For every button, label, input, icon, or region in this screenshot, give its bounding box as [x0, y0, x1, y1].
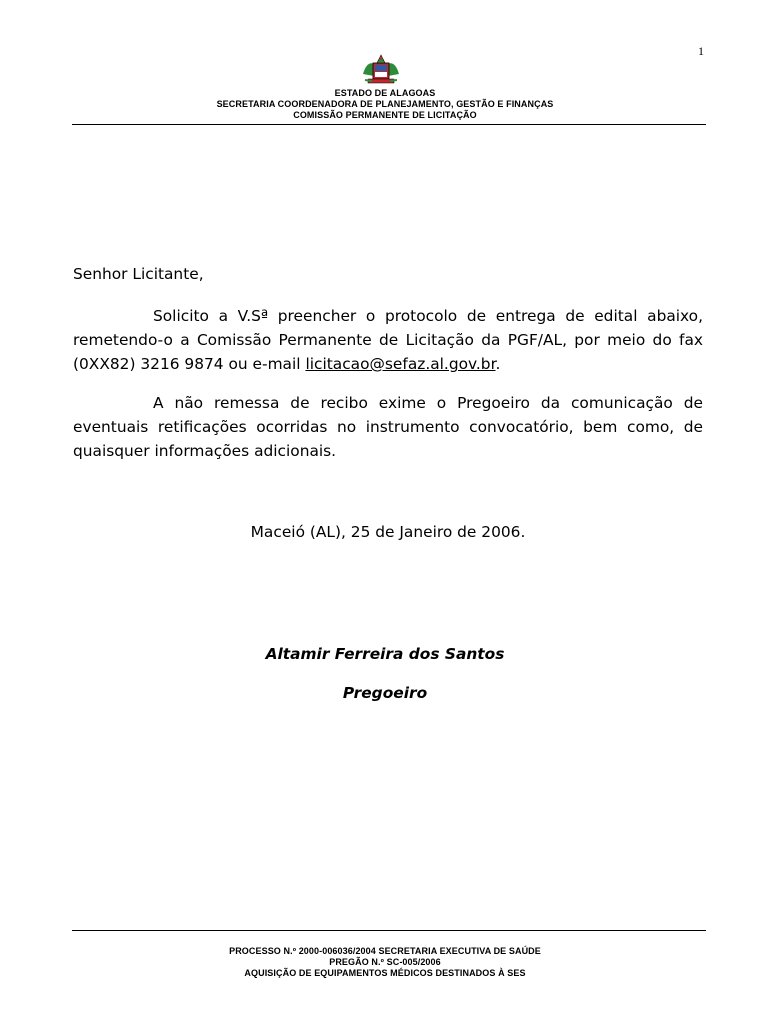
date-line: Maceió (AL), 25 de Janeiro de 2006.: [250, 523, 526, 541]
page-number: 1: [698, 44, 704, 58]
header-state: ESTADO DE ALAGOAS: [334, 88, 436, 98]
header-divider: [72, 124, 706, 125]
paragraph-request: [73, 304, 703, 376]
document-header: [0, 88, 770, 121]
footer-purpose: AQUISIÇÃO DE EQUIPAMENTOS MÉDICOS DESTINADOS À SES: [244, 968, 526, 978]
header-secretariat: SECRETARIA COORDENADORA DE PLANEJAMENTO, GESTÃO E FINANÇAS: [216, 99, 554, 109]
footer-process: PROCESSO N.º 2000-006036/2004 SECRETARIA EXECUTIVA DE SAÚDE: [229, 946, 541, 956]
footer-auction: PREGÃO N.º SC-005/2006: [329, 957, 441, 967]
paragraph-request-text: Solicito a V.Sª preencher o protocolo de entrega de edital abaixo, remetendo-o a Comissão Permanente de Licitação da PGF/AL, por meio do fax (0XX82) 3216 9874 ou e-mail: [73, 307, 703, 373]
document-footer: [0, 946, 770, 979]
signer-title: Pregoeiro: [342, 684, 428, 702]
paragraph-request-end: .: [495, 355, 501, 373]
state-coat-of-arms-icon: [360, 52, 402, 86]
email-link[interactable]: licitacao@sefaz.al.gov.br: [305, 355, 496, 373]
header-commission: COMISSÃO PERMANENTE DE LICITAÇÃO: [293, 110, 477, 120]
signer-name: Altamir Ferreira dos Santos: [265, 645, 505, 663]
salutation: Senhor Licitante,: [73, 265, 204, 283]
paragraph-notice: A não remessa de recibo exime o Pregoeiro da comunicação de eventuais retificações ocorridas no instrumento convocatório, bem como, de quaisquer informações adicionais.: [73, 394, 703, 460]
footer-divider: [72, 930, 706, 931]
